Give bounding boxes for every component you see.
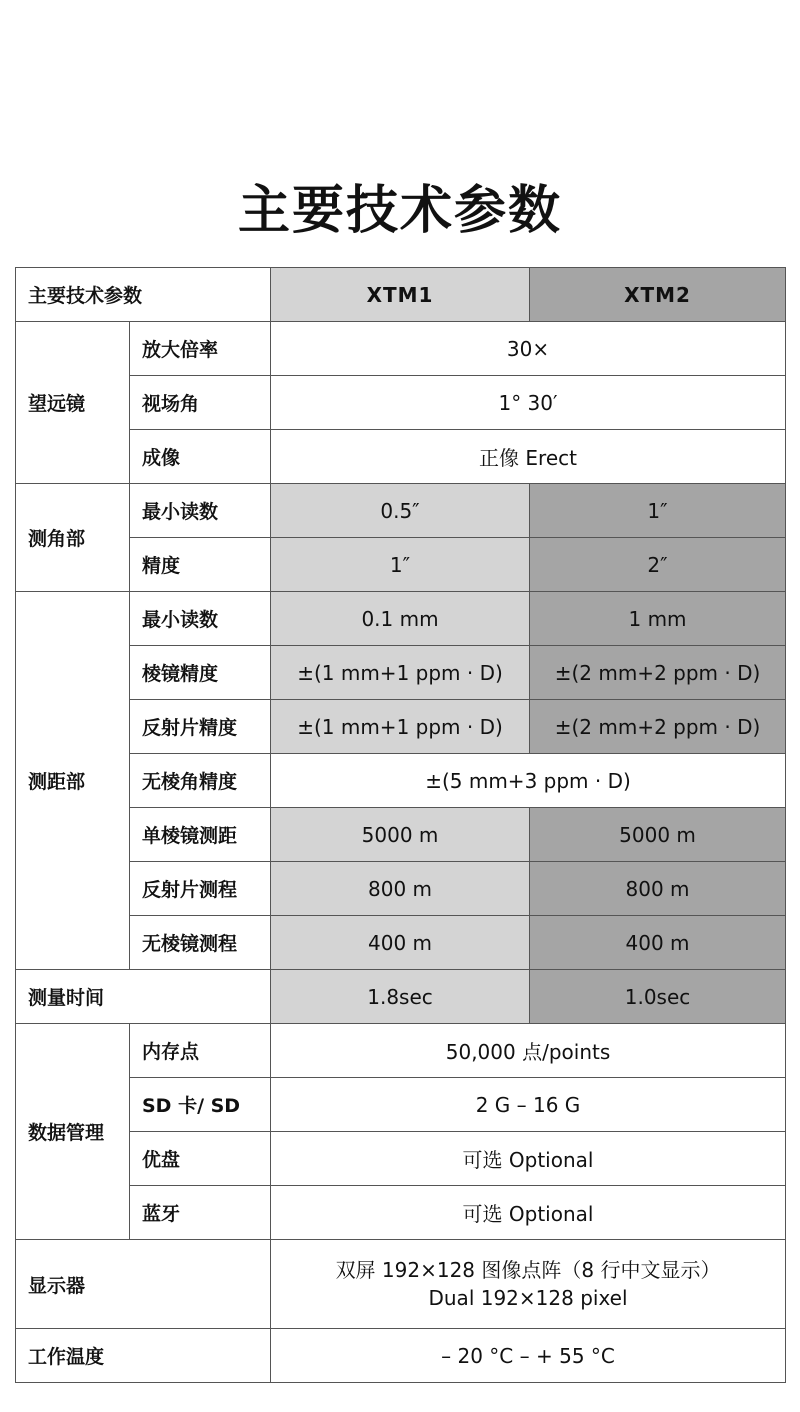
table-row xyxy=(16,1240,786,1329)
row-label-distance-min-reading: 最小读数 xyxy=(130,592,271,646)
value-reflectorless-range-xtm2: 400 m xyxy=(530,916,786,970)
table-row xyxy=(16,970,786,1024)
row-label-field-of-view: 视场角 xyxy=(130,376,271,430)
row-label-sd: SD 卡/ SD xyxy=(130,1078,271,1132)
row-label-image: 成像 xyxy=(130,430,271,484)
value-reflectorless-accuracy: ±(5 mm+3 ppm · D) xyxy=(271,754,786,808)
table-row xyxy=(16,754,786,808)
value-sheet-accuracy-xtm2: ±(2 mm+2 ppm · D) xyxy=(530,700,786,754)
value-sd: 2 G – 16 G xyxy=(271,1078,786,1132)
table-row xyxy=(16,1024,786,1078)
row-label-operating-temp: 工作温度 xyxy=(16,1329,271,1383)
row-label-single-prism-range: 单棱镜测距 xyxy=(130,808,271,862)
row-label-reflectorless-accuracy: 无棱角精度 xyxy=(130,754,271,808)
value-operating-temp: – 20 °C – + 55 °C xyxy=(271,1329,786,1383)
table-row xyxy=(16,1329,786,1383)
category-telescope: 望远镜 xyxy=(16,322,130,484)
row-label-usb: 优盘 xyxy=(130,1132,271,1186)
row-label-prism-accuracy: 棱镜精度 xyxy=(130,646,271,700)
table-row xyxy=(16,808,786,862)
value-usb: 可选 Optional xyxy=(271,1132,786,1186)
table-row xyxy=(16,646,786,700)
row-label-memory: 内存点 xyxy=(130,1024,271,1078)
category-distance: 测距部 xyxy=(16,592,130,970)
value-angle-accuracy-xtm1: 1″ xyxy=(271,538,530,592)
value-memory: 50,000 点/points xyxy=(271,1024,786,1078)
value-distance-min-reading-xtm2: 1 mm xyxy=(530,592,786,646)
value-sheet-range-xtm2: 800 m xyxy=(530,862,786,916)
row-label-bluetooth: 蓝牙 xyxy=(130,1186,271,1240)
value-measure-time-xtm2: 1.0sec xyxy=(530,970,786,1024)
header-xtm1: XTM1 xyxy=(271,268,530,322)
value-single-prism-range-xtm1: 5000 m xyxy=(271,808,530,862)
value-measure-time-xtm1: 1.8sec xyxy=(271,970,530,1024)
row-label-measure-time: 测量时间 xyxy=(16,970,271,1024)
row-label-sheet-accuracy: 反射片精度 xyxy=(130,700,271,754)
value-angle-accuracy-xtm2: 2″ xyxy=(530,538,786,592)
value-bluetooth: 可选 Optional xyxy=(271,1186,786,1240)
value-angle-min-reading-xtm2: 1″ xyxy=(530,484,786,538)
category-angle: 测角部 xyxy=(16,484,130,592)
value-magnification: 30× xyxy=(271,322,786,376)
table-row xyxy=(16,1078,786,1132)
row-label-angle-min-reading: 最小读数 xyxy=(130,484,271,538)
table-row xyxy=(16,430,786,484)
table-header-row xyxy=(16,268,786,322)
row-label-angle-accuracy: 精度 xyxy=(130,538,271,592)
header-label: 主要技术参数 xyxy=(16,268,271,322)
row-label-sheet-range: 反射片测程 xyxy=(130,862,271,916)
display-line-1: 双屏 192×128 图像点阵（8 行中文显示） xyxy=(335,1258,721,1282)
value-image: 正像 Erect xyxy=(271,430,786,484)
value-single-prism-range-xtm2: 5000 m xyxy=(530,808,786,862)
header-xtm2: XTM2 xyxy=(530,268,786,322)
row-label-display: 显示器 xyxy=(16,1240,271,1329)
value-angle-min-reading-xtm1: 0.5″ xyxy=(271,484,530,538)
value-sheet-accuracy-xtm1: ±(1 mm+1 ppm · D) xyxy=(271,700,530,754)
display-line-2: Dual 192×128 pixel xyxy=(428,1286,628,1310)
table-row xyxy=(16,700,786,754)
row-label-magnification: 放大倍率 xyxy=(130,322,271,376)
table-row xyxy=(16,322,786,376)
value-prism-accuracy-xtm2: ±(2 mm+2 ppm · D) xyxy=(530,646,786,700)
spec-table xyxy=(15,267,786,1383)
value-field-of-view: 1° 30′ xyxy=(271,376,786,430)
value-reflectorless-range-xtm1: 400 m xyxy=(271,916,530,970)
value-prism-accuracy-xtm1: ±(1 mm+1 ppm · D) xyxy=(271,646,530,700)
table-row xyxy=(16,376,786,430)
table-row xyxy=(16,1132,786,1186)
table-row xyxy=(16,484,786,538)
category-data-management: 数据管理 xyxy=(16,1024,130,1240)
table-row xyxy=(16,916,786,970)
table-row xyxy=(16,538,786,592)
value-distance-min-reading-xtm1: 0.1 mm xyxy=(271,592,530,646)
row-label-reflectorless-range: 无棱镜测程 xyxy=(130,916,271,970)
table-row xyxy=(16,592,786,646)
table-row xyxy=(16,1186,786,1240)
value-sheet-range-xtm1: 800 m xyxy=(271,862,530,916)
value-display xyxy=(271,1240,786,1329)
page-title: 主要技术参数 xyxy=(237,181,562,241)
table-row xyxy=(16,862,786,916)
